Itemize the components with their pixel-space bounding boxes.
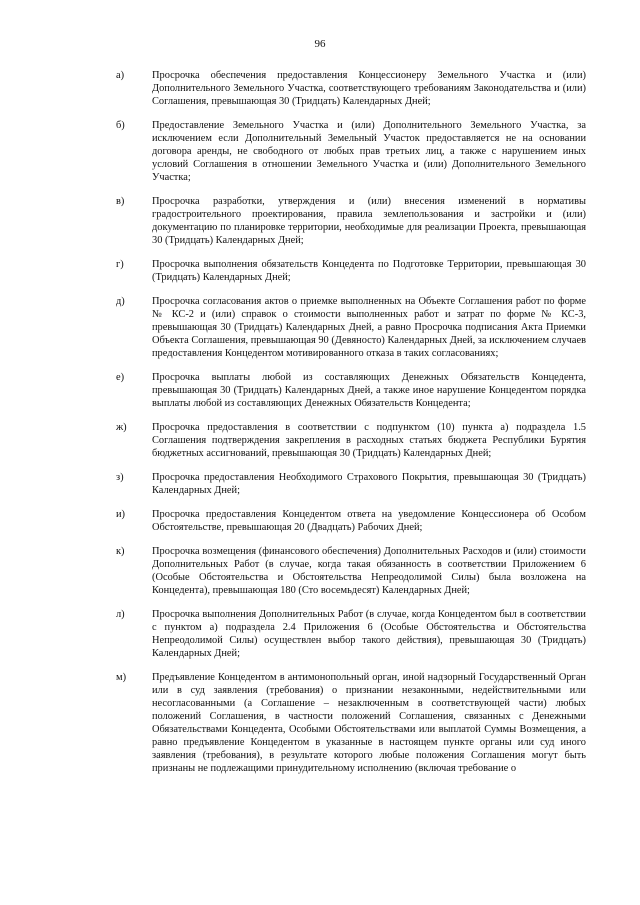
item-text: Просрочка возмещения (финансового обеспечения) Дополнительных Расходов и (или) стоимости Дополнительных Работ (в случае, когда такая обязанность в соответствии Приложением 6 (Особые Обстоятельства и Обстоятельства Непреодолимой Силы) была возложена на Концедента), превышающая 180 (Сто восемьдесят) Календарных Дней; bbox=[152, 546, 586, 596]
list-item bbox=[116, 119, 586, 184]
item-marker: в) bbox=[116, 196, 125, 207]
item-text: Просрочка выполнения обязательств Концедента по Подготовке Территории, превышающая 30 (Тридцать) Календарных Дней; bbox=[152, 259, 586, 283]
item-text: Просрочка выплаты любой из составляющих Денежных Обязательств Концедента, превышающая 30 (Тридцать) Календарных Дней, а также иное нарушение Концедентом порядка выплаты любой из составляющих Денежных Обязательств Концедента; bbox=[152, 372, 586, 409]
list-item bbox=[116, 671, 586, 775]
item-text: Просрочка выполнения Дополнительных Работ (в случае, когда Концедентом был в соответствии с пунктом а) подраздела 2.4 Приложения 6 (Особые Обстоятельства и Обстоятельства Непреодолимой Силы) осуществлен выбор такого действия), превышающая 30 (Тридцать) Календарных Дней; bbox=[152, 609, 586, 659]
item-marker: е) bbox=[116, 372, 125, 383]
item-marker: а) bbox=[116, 70, 125, 81]
list-item bbox=[116, 608, 586, 660]
item-text: Просрочка предоставления Необходимого Страхового Покрытия, превышающая 30 (Тридцать) Календарных Дней; bbox=[152, 472, 586, 496]
item-marker: б) bbox=[116, 120, 125, 131]
item-marker: к) bbox=[116, 546, 125, 557]
list-item bbox=[116, 295, 586, 360]
item-text: Предъявление Концедентом в антимонопольный орган, иной надзорный Государственный Орган или в суд заявления (требования) о признании незаконными, недействительными или несогласованными (а Соглашение – незаключенным в соответствующей части) любых положений Соглашения, в частности положений Соглашения, связанных с Денежными Обязательствами Концедента, Особыми Обстоятельствами или выплатой Суммы Возмещения, а равно предъявление Концедентом в указанные в настоящем пункте органы или суд иного заявления (требования), в результате которого любые положения Соглашения могут быть признаны не подлежащими принудительному исполнению (включая требование о bbox=[152, 672, 586, 774]
item-marker: и) bbox=[116, 509, 126, 520]
page-number: 96 bbox=[314, 38, 326, 50]
item-text: Просрочка предоставления Концедентом ответа на уведомление Концессионера об Особом Обстоятельстве, превышающая 20 (Двадцать) Рабочих Дней; bbox=[152, 509, 586, 533]
list-item bbox=[116, 421, 586, 460]
item-text: Просрочка разработки, утверждения и (или) внесения изменений в нормативы градостроительного проектирования, правила землепользования и застройки и (или) документацию по планировке территории, необходимые для реализации Проекта, превышающая 30 (Тридцать) Календарных Дней; bbox=[152, 196, 586, 246]
list-item bbox=[116, 471, 586, 497]
item-text: Просрочка согласования актов о приемке выполненных на Объекте Соглашения работ по форме № КС-2 и (или) справок о стоимости выполненных работ и затрат по форме № КС-3, превышающая 30 (Тридцать) Календарных Дней, а равно Просрочка подписания Акта Приемки Объекта Соглашения, превышающая 90 (Девяносто) Календарных Дней, за исключением случаев предоставления Концедентом мотивированного отказа в таких согласованиях; bbox=[152, 296, 586, 359]
item-text: Предоставление Земельного Участка и (или) Дополнительного Земельного Участка, за исключением если Дополнительный Земельный Участок предоставляется не на основании договора аренды, не свободного от любых прав третьих лиц, а также с нарушением иных условий Соглашения в отношении Земельного Участка и (или) Дополнительного Земельного Участка; bbox=[152, 120, 586, 183]
list-item bbox=[116, 545, 586, 597]
item-marker: д) bbox=[116, 296, 125, 307]
item-marker: л) bbox=[116, 609, 125, 620]
list-item bbox=[116, 195, 586, 247]
item-marker: з) bbox=[116, 472, 124, 483]
clause-list bbox=[116, 69, 586, 786]
item-marker: м) bbox=[116, 672, 127, 683]
item-text: Просрочка обеспечения предоставления Концессионеру Земельного Участка и (или) Дополнительного Земельного Участка, соответствующего требованиям Законодательства и (или) Соглашения, превышающая 30 (Тридцать) Календарных Дней; bbox=[152, 70, 586, 107]
item-text: Просрочка предоставления в соответствии с подпунктом (10) пункта а) подраздела 1.5 Соглашения подтверждения закрепления в расходных статьях бюджета Республики Бурятия бюджетных ассигнований, превышающая 30 (Тридцать) Календарных Дней; bbox=[152, 422, 586, 459]
item-marker: г) bbox=[116, 259, 124, 270]
item-marker: ж) bbox=[116, 422, 127, 433]
list-item bbox=[116, 258, 586, 284]
list-item bbox=[116, 69, 586, 108]
list-item bbox=[116, 371, 586, 410]
list-item bbox=[116, 508, 586, 534]
